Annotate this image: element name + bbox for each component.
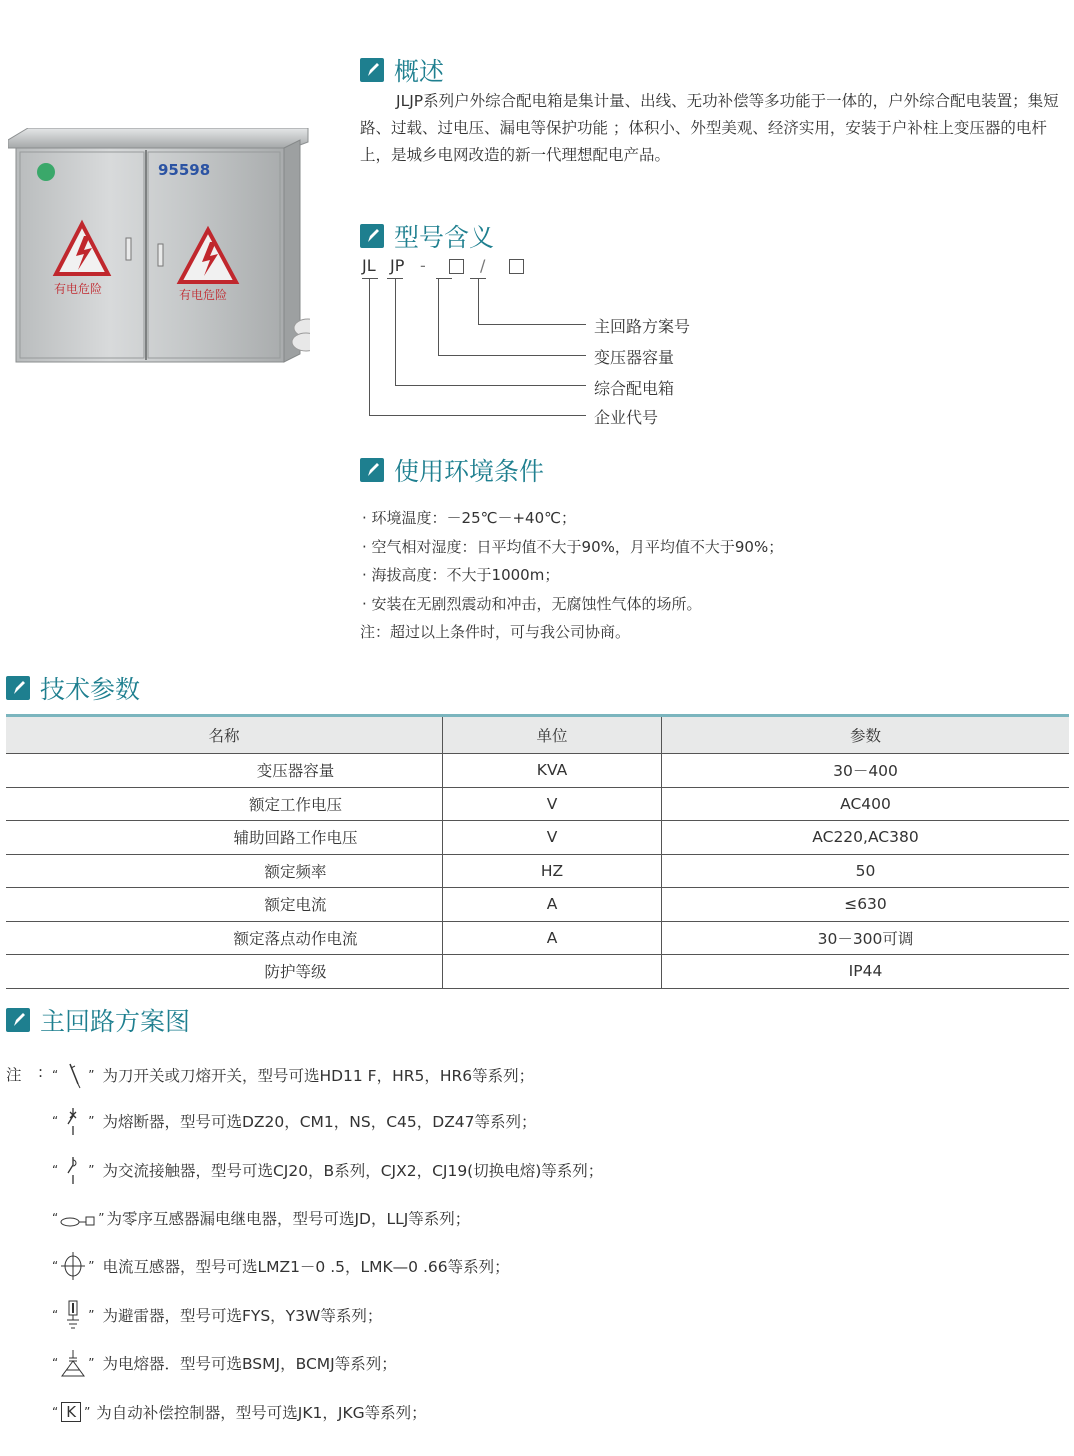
- environment-item: · 海拔高度：不大于1000m；: [362, 566, 560, 584]
- close-quote: ”: [88, 1163, 95, 1177]
- note-prefix: 注: [6, 1066, 22, 1084]
- column-header: 单位: [443, 716, 662, 754]
- column-header: 名称: [6, 716, 443, 754]
- param-unit-cell: A: [443, 921, 662, 955]
- open-quote: “: [52, 1405, 59, 1419]
- note-text: 为零序互感器漏电继电器，型号可选JD，LLJ等系列；: [106, 1210, 471, 1228]
- capacitor-bank-icon: [58, 1348, 88, 1378]
- overview-text: JLJP系列户外综合配电箱是集计量、出线、无功补偿等多功能于一体的，户外综合配电装置；集短路、过载、过电压、漏电等保护功能 ；体积小、外型美观、经济实用，安装于户补柱上变压器的电杆上，是城乡电网改造的新一代理想配电产品。: [360, 92, 1059, 164]
- param-value-cell: 50: [662, 854, 1070, 888]
- environment-title: 使用环境条件: [394, 457, 545, 486]
- environment-heading: [360, 452, 544, 488]
- param-value-cell: AC400: [662, 787, 1070, 821]
- contactor-icon: [58, 1155, 88, 1185]
- open-quote: “: [52, 1068, 59, 1082]
- overview-heading: [360, 52, 444, 88]
- param-unit-cell: HZ: [443, 854, 662, 888]
- note-text: 为刀开关或刀熔开关，型号可选HD11 F，HR5，HR6等系列；: [102, 1067, 535, 1085]
- note-row-ct: [52, 1251, 510, 1281]
- model-underline: [362, 278, 378, 279]
- controller-k-icon: K: [61, 1402, 81, 1422]
- param-value-cell: 30－300可调: [662, 921, 1070, 955]
- warning-label-left: 有电危险: [54, 282, 103, 296]
- close-quote: ”: [88, 1114, 95, 1128]
- open-quote: “: [52, 1308, 59, 1322]
- close-quote: ”: [88, 1259, 95, 1273]
- open-quote: “: [52, 1163, 59, 1177]
- param-value-cell: 30－400: [662, 754, 1070, 788]
- model-dash: -: [420, 256, 426, 275]
- environment-item: · 空气相对湿度：日平均值不大于90%，月平均值不大于90%；: [362, 537, 784, 556]
- note-row-zero-sequence: [52, 1203, 470, 1233]
- model-box-capacity: [449, 259, 464, 274]
- column-header: 参数: [662, 716, 1070, 754]
- tech-title: 技术参数: [40, 675, 141, 704]
- model-code-jp: JP: [390, 256, 405, 275]
- overview-title: 概述: [394, 57, 445, 86]
- model-slash: /: [480, 256, 486, 275]
- note-colon: :: [38, 1063, 44, 1081]
- table-row: [6, 754, 1069, 788]
- note-row-contactor: [52, 1155, 603, 1185]
- note-text: 为避雷器，型号可选FYS，Y3W等系列；: [102, 1307, 383, 1325]
- pencil-icon: [6, 676, 30, 700]
- close-quote: ”: [98, 1211, 105, 1225]
- param-name-cell: 变压器容量: [6, 754, 443, 788]
- current-transformer-icon: [58, 1251, 88, 1281]
- model-box-scheme: [509, 259, 524, 274]
- note-row-knife-switch: [52, 1060, 534, 1090]
- note-row-arrester: [52, 1300, 382, 1330]
- close-quote: ”: [88, 1308, 95, 1322]
- table-row: [6, 888, 1069, 922]
- pencil-icon: [360, 458, 384, 482]
- environment-item: · 安装在无剧烈震动和冲击，无腐蚀性气体的场所。: [362, 594, 702, 613]
- param-value-cell: IP44: [662, 955, 1070, 989]
- model-label-company: 企业代号: [594, 408, 659, 427]
- note-text: 为自动补偿控制器，型号可选JK1，JKG等系列；: [96, 1404, 427, 1422]
- param-name-cell: 额定落点动作电流: [6, 921, 443, 955]
- note-row-controller: [52, 1397, 427, 1427]
- pencil-icon: [360, 224, 384, 248]
- model-label-scheme: 主回路方案号: [594, 317, 691, 336]
- leader-line: [438, 355, 586, 356]
- table-row: [6, 854, 1069, 888]
- environment-item: · 环境温度：－25℃－+40℃；: [362, 509, 576, 527]
- close-quote: ”: [84, 1405, 91, 1419]
- close-quote: ”: [88, 1356, 95, 1370]
- breaker-icon: [58, 1106, 88, 1136]
- param-unit-cell: A: [443, 888, 662, 922]
- param-name-cell: 辅助回路工作电压: [6, 821, 443, 855]
- model-code-jl: JL: [362, 256, 376, 275]
- open-quote: “: [52, 1211, 59, 1225]
- note-text: 为交流接触器，型号可选CJ20，B系列，CJX2，CJ19(切换电熔)等系列；: [102, 1162, 604, 1180]
- warning-label-right: 有电危险: [179, 288, 228, 302]
- note-row-capacitor: [52, 1348, 397, 1378]
- table-header-row: [6, 716, 1069, 754]
- knife-switch-icon: [58, 1060, 88, 1090]
- param-unit-cell: KVA: [443, 754, 662, 788]
- zero-sequence-ct-icon: [58, 1203, 98, 1233]
- product-photo: [8, 128, 310, 366]
- open-quote: “: [52, 1356, 59, 1370]
- leader-line: [478, 324, 586, 325]
- table-row: [6, 787, 1069, 821]
- close-quote: ”: [88, 1068, 95, 1082]
- param-unit-cell: V: [443, 821, 662, 855]
- param-unit-cell: V: [443, 787, 662, 821]
- tech-params-table: [6, 714, 1069, 989]
- tech-heading: [6, 670, 140, 706]
- note-text: 为熔断器，型号可选DZ20，CM1，NS，C45，DZ47等系列；: [102, 1113, 537, 1131]
- circuit-heading: [6, 1002, 190, 1038]
- model-label-capacity: 变压器容量: [594, 348, 675, 367]
- pencil-icon: [6, 1008, 30, 1032]
- param-name-cell: 防护等级: [6, 955, 443, 989]
- hotline-number: 95598: [158, 161, 211, 179]
- model-label-box: 综合配电箱: [594, 379, 675, 398]
- surge-arrester-icon: [58, 1300, 88, 1330]
- note-text: 为电熔器．型号可选BSMJ，BCMJ等系列；: [102, 1355, 397, 1373]
- leader-line: [478, 278, 479, 324]
- model-title: 型号含义: [394, 223, 495, 252]
- table-row: [6, 821, 1069, 855]
- leader-line: [395, 278, 396, 385]
- param-name-cell: 额定工作电压: [6, 787, 443, 821]
- model-heading: [360, 218, 494, 254]
- param-name-cell: 额定电流: [6, 888, 443, 922]
- leader-line: [438, 278, 439, 355]
- pencil-icon: [360, 58, 384, 82]
- open-quote: “: [52, 1114, 59, 1128]
- param-value-cell: ≤630: [662, 888, 1070, 922]
- table-row: [6, 955, 1069, 989]
- environment-note: 注：超过以上条件时，可与我公司协商。: [360, 623, 631, 641]
- leader-line: [395, 385, 586, 386]
- param-name-cell: 额定频率: [6, 854, 443, 888]
- leader-line: [369, 278, 370, 415]
- param-value-cell: AC220,AC380: [662, 821, 1070, 855]
- note-row-breaker: [52, 1106, 537, 1136]
- leader-line: [369, 415, 586, 416]
- table-row: [6, 921, 1069, 955]
- open-quote: “: [52, 1259, 59, 1273]
- note-text: 电流互感器，型号可选LMZ1－0 .5，LMK—0 .66等系列；: [102, 1258, 510, 1276]
- param-unit-cell: [443, 955, 662, 989]
- circuit-title: 主回路方案图: [40, 1007, 191, 1036]
- environment-list: [362, 504, 783, 647]
